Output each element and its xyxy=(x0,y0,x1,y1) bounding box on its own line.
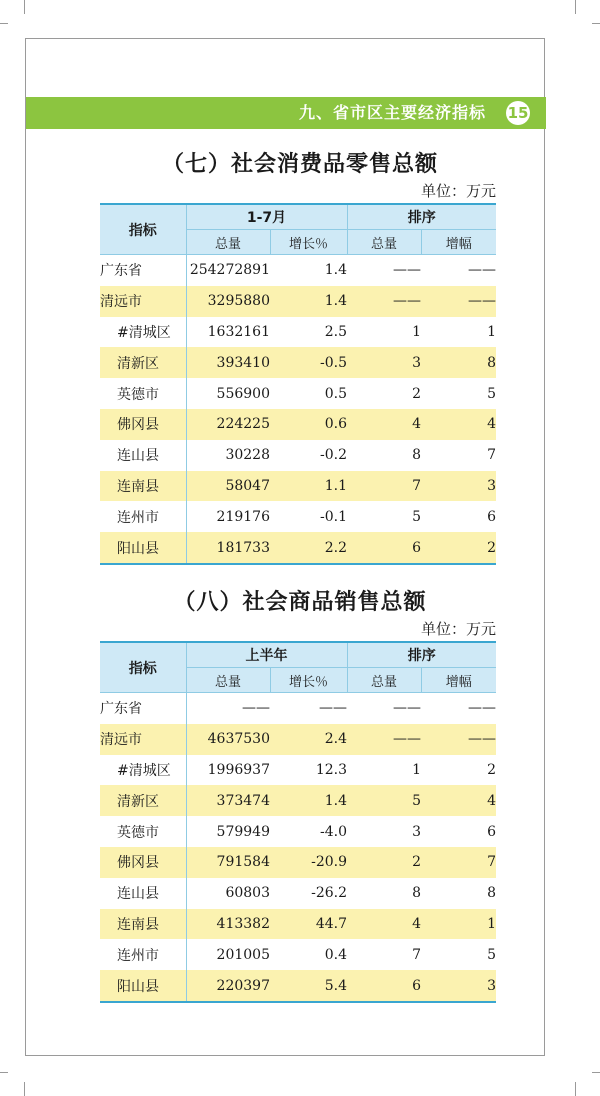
growth-value: -0.2 xyxy=(320,447,348,464)
header-rank: 排序 xyxy=(347,642,496,668)
region-name: 清新区 xyxy=(100,347,186,378)
header-period: 上半年 xyxy=(186,642,347,668)
growth-value: 2.2 xyxy=(270,532,347,564)
crop-mark xyxy=(0,23,8,24)
rank-total: 6 xyxy=(347,970,421,1002)
chapter-header xyxy=(26,97,546,129)
growth-value: 1.4 xyxy=(270,286,347,317)
region-name: 佛冈县 xyxy=(100,409,186,440)
rank-growth: 7 xyxy=(421,847,496,878)
rank-growth: —— xyxy=(468,700,496,717)
region-name: 连州市 xyxy=(117,947,159,964)
chapter-title: 九、省市区主要经济指标 xyxy=(298,103,486,122)
rank-total: 6 xyxy=(347,532,421,564)
growth-value: —— xyxy=(319,700,347,717)
unit-label: 单位：万元 xyxy=(420,182,496,200)
total-value: 3295880 xyxy=(186,286,270,317)
growth-value: 5.4 xyxy=(270,970,347,1002)
rank-growth: —— xyxy=(468,262,497,279)
rank-growth: 5 xyxy=(487,385,497,402)
table-row xyxy=(100,785,496,816)
growth-value: 44.7 xyxy=(270,909,347,940)
growth-value: -26.2 xyxy=(311,885,347,902)
rank-total: 2 xyxy=(412,385,422,402)
table-row xyxy=(100,501,496,532)
region-name: 英德市 xyxy=(117,386,159,403)
total-value: 579949 xyxy=(186,816,270,847)
table-row xyxy=(100,440,496,471)
table-row xyxy=(100,347,496,378)
rank-total: 1 xyxy=(412,323,422,340)
region-name: 连南县 xyxy=(100,909,186,940)
total-value: 224225 xyxy=(186,409,270,440)
growth-value: 1.4 xyxy=(270,785,347,816)
rank-growth: 2 xyxy=(487,761,496,778)
crop-mark xyxy=(592,1072,600,1073)
total-value: 791584 xyxy=(186,847,270,878)
growth-value: 2.4 xyxy=(270,724,347,755)
region-name: #清城区 xyxy=(117,762,171,779)
total-value: 58047 xyxy=(186,471,270,502)
total-value: 1996937 xyxy=(186,755,270,786)
region-name: #清城区 xyxy=(117,324,171,341)
table-row xyxy=(100,970,496,1002)
crop-mark xyxy=(575,0,576,14)
rank-total: 5 xyxy=(412,508,422,525)
table-row xyxy=(100,755,496,786)
table-row xyxy=(100,317,496,348)
region-name: 英德市 xyxy=(117,824,159,841)
total-value: 413382 xyxy=(186,909,270,940)
rank-growth: 3 xyxy=(421,471,496,502)
rank-growth: 5 xyxy=(487,946,496,963)
total-value: 60803 xyxy=(186,878,270,909)
region-name: 阳山县 xyxy=(100,532,186,564)
rank-growth: 6 xyxy=(487,823,496,840)
region-name: 连南县 xyxy=(100,471,186,502)
rank-growth: 3 xyxy=(421,970,496,1002)
total-value: 30228 xyxy=(186,440,270,471)
total-value: —— xyxy=(186,693,270,724)
header-rank: 排序 xyxy=(347,204,496,230)
header-total: 总量 xyxy=(186,668,270,693)
page-number-badge: 15 xyxy=(506,101,530,125)
header-total: 总量 xyxy=(186,230,270,255)
rank-growth: 1 xyxy=(421,909,496,940)
rank-growth: 4 xyxy=(421,785,496,816)
header-period: 1-7月 xyxy=(186,204,347,230)
rank-growth: 2 xyxy=(421,532,496,564)
rank-growth: 1 xyxy=(487,323,497,340)
table-row xyxy=(100,471,496,502)
table-row xyxy=(100,939,496,970)
section-title: （八）社会商品销售总额 xyxy=(173,590,427,615)
rank-growth: 7 xyxy=(487,447,497,464)
total-value: 4637530 xyxy=(186,724,270,755)
table-row xyxy=(100,255,496,286)
rank-total: 4 xyxy=(347,409,421,440)
header-growth: 增长％ xyxy=(270,230,347,255)
growth-value: 12.3 xyxy=(315,761,347,778)
rank-total: 8 xyxy=(412,447,422,464)
header-indicator: 指标 xyxy=(100,204,186,255)
region-name: 连山县 xyxy=(117,886,159,903)
total-value: 556900 xyxy=(186,378,270,409)
crop-mark xyxy=(24,1082,25,1096)
rank-growth: —— xyxy=(421,286,496,317)
header-rank-total: 总量 xyxy=(347,668,421,693)
rank-total: —— xyxy=(347,724,421,755)
total-value: 220397 xyxy=(186,970,270,1002)
total-value: 181733 xyxy=(186,532,270,564)
growth-value: -0.5 xyxy=(270,347,347,378)
growth-value: 2.5 xyxy=(324,323,348,340)
region-name: 清远市 xyxy=(100,286,186,317)
table-row xyxy=(100,909,496,940)
rank-total: —— xyxy=(393,700,421,717)
growth-value: 1.4 xyxy=(324,262,348,279)
rank-total: —— xyxy=(347,286,421,317)
total-value: 201005 xyxy=(186,939,270,970)
crop-mark xyxy=(0,1072,8,1073)
rank-total: 4 xyxy=(347,909,421,940)
table-row xyxy=(100,532,496,564)
total-value: 254272891 xyxy=(186,255,270,286)
region-name: 佛冈县 xyxy=(100,847,186,878)
growth-value: 0.4 xyxy=(324,946,347,963)
commodity-sales-table xyxy=(100,641,496,1003)
region-name: 连山县 xyxy=(117,448,159,465)
growth-value: 0.6 xyxy=(270,409,347,440)
table-row xyxy=(100,724,496,755)
rank-growth: 8 xyxy=(487,885,496,902)
region-name: 清新区 xyxy=(100,785,186,816)
header-indicator: 指标 xyxy=(100,642,186,693)
rank-total: 3 xyxy=(412,823,421,840)
rank-growth: 4 xyxy=(421,409,496,440)
region-name: 阳山县 xyxy=(100,970,186,1002)
rank-total: 5 xyxy=(347,785,421,816)
table-row xyxy=(100,378,496,409)
rank-total: 2 xyxy=(347,847,421,878)
table-row xyxy=(100,878,496,909)
rank-total: 8 xyxy=(412,885,421,902)
total-value: 1632161 xyxy=(186,317,270,348)
growth-value: 1.1 xyxy=(270,471,347,502)
table-row xyxy=(100,286,496,317)
total-value: 219176 xyxy=(186,501,270,532)
header-rank-growth: 增幅 xyxy=(421,230,496,255)
rank-growth: 6 xyxy=(487,508,497,525)
crop-mark xyxy=(575,1082,576,1096)
rank-growth: 8 xyxy=(421,347,496,378)
retail-sales-table xyxy=(100,203,496,565)
unit-label: 单位：万元 xyxy=(420,620,496,638)
crop-mark xyxy=(24,0,25,14)
table-row xyxy=(100,693,496,724)
rank-total: 1 xyxy=(412,761,421,778)
header-rank-growth: 增幅 xyxy=(421,668,496,693)
total-value: 373474 xyxy=(186,785,270,816)
growth-value: -20.9 xyxy=(270,847,347,878)
table-row xyxy=(100,847,496,878)
growth-value: -0.1 xyxy=(320,508,348,525)
region-name: 广东省 xyxy=(100,263,142,280)
rank-total: 3 xyxy=(347,347,421,378)
total-value: 393410 xyxy=(186,347,270,378)
table-row xyxy=(100,409,496,440)
growth-value: 0.5 xyxy=(324,385,348,402)
rank-total: —— xyxy=(393,262,422,279)
crop-mark xyxy=(592,23,600,24)
rank-growth: —— xyxy=(421,724,496,755)
section-title: （七）社会消费品零售总额 xyxy=(161,152,438,177)
region-name: 广东省 xyxy=(100,701,142,718)
rank-total: 7 xyxy=(347,471,421,502)
region-name: 连州市 xyxy=(117,509,159,526)
growth-value: -4.0 xyxy=(320,823,347,840)
table-row xyxy=(100,816,496,847)
header-growth: 增长％ xyxy=(270,668,347,693)
header-rank-total: 总量 xyxy=(347,230,421,255)
region-name: 清远市 xyxy=(100,724,186,755)
rank-total: 7 xyxy=(412,946,421,963)
